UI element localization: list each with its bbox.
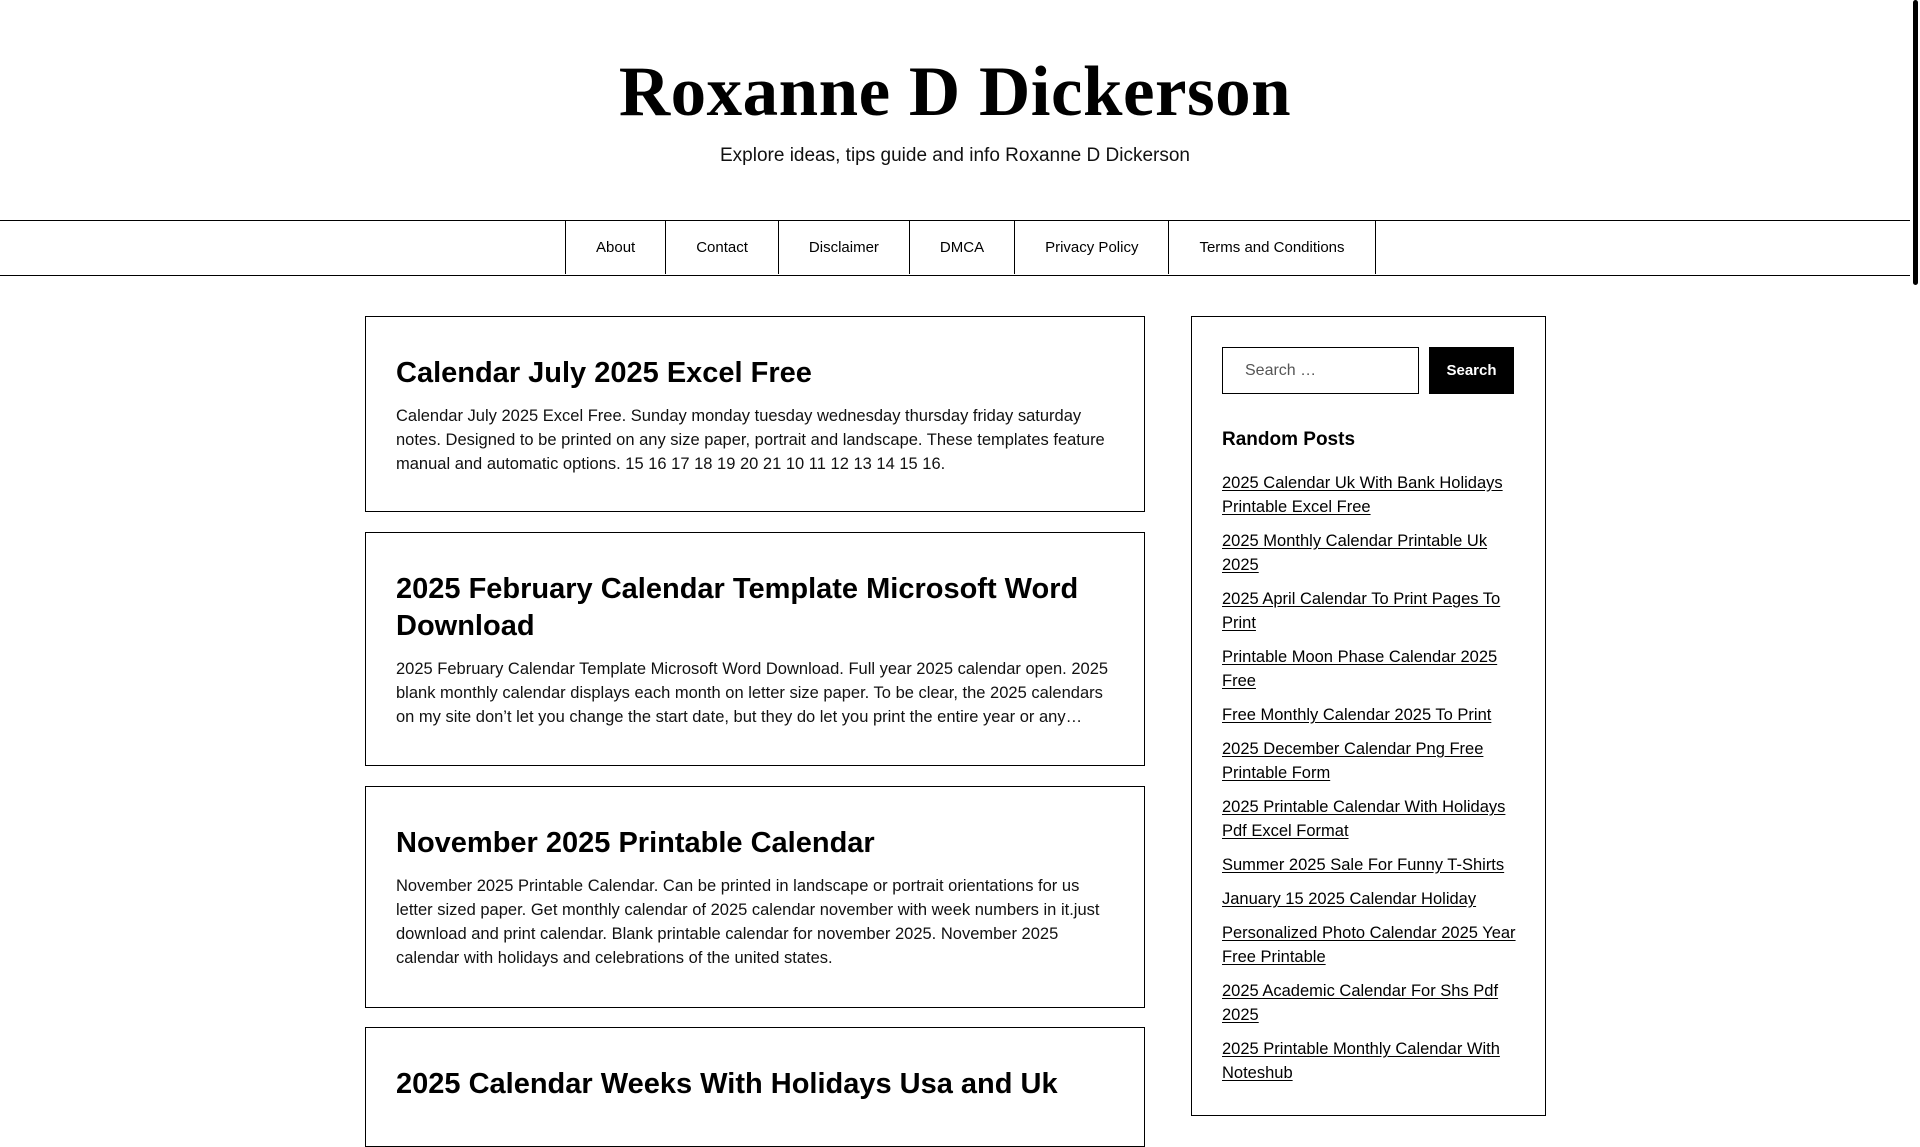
random-post-link[interactable]: 2025 Printable Calendar With Holidays Pdf Excel Format (1222, 798, 1506, 840)
nav-item-about[interactable]: About (566, 221, 666, 274)
main-navigation (0, 220, 1910, 276)
list-item (1222, 1037, 1517, 1085)
list-item (1222, 703, 1517, 727)
post-title[interactable]: Calendar July 2025 Excel Free (396, 357, 812, 389)
post-excerpt: 2025 February Calendar Template Microsoft Word Download. Full year 2025 calendar open. 2025 blank monthly calendar displays each month on letter size paper. To be clear, the 2025 calendars on my site don’t let you change the start date, but they do let you print the entire year or any… (396, 660, 1109, 726)
list-item (1222, 887, 1517, 911)
post-card (365, 532, 1145, 766)
list-item (1222, 587, 1517, 635)
nav-menu (565, 221, 1376, 274)
site-title[interactable]: Roxanne D Dickerson (618, 53, 1292, 131)
nav-item-disclaimer[interactable]: Disclaimer (779, 221, 910, 274)
random-posts-title: Random Posts (1222, 429, 1356, 450)
post-title[interactable]: 2025 February Calendar Template Microsoft Word Download (396, 573, 1079, 642)
search-input[interactable] (1222, 347, 1419, 394)
random-post-link[interactable]: Personalized Photo Calendar 2025 Year Free Printable (1222, 924, 1516, 966)
random-posts-list (1222, 471, 1517, 1095)
random-post-link[interactable]: Free Monthly Calendar 2025 To Print (1222, 706, 1492, 724)
list-item (1222, 979, 1517, 1027)
random-post-link[interactable]: 2025 Calendar Uk With Bank Holidays Printable Excel Free (1222, 474, 1503, 516)
list-item (1222, 853, 1517, 877)
scrollbar-thumb[interactable] (1913, 0, 1918, 285)
list-item (1222, 471, 1517, 519)
random-post-link[interactable]: Summer 2025 Sale For Funny T-Shirts (1222, 856, 1505, 874)
site-tagline: Explore ideas, tips guide and info Roxanne D Dickerson (720, 145, 1190, 166)
post-title[interactable]: 2025 Calendar Weeks With Holidays Usa and Uk (396, 1068, 1058, 1100)
random-post-link[interactable]: 2025 December Calendar Png Free Printable Form (1222, 740, 1484, 782)
nav-item-dmca[interactable]: DMCA (910, 221, 1015, 274)
random-post-link[interactable]: 2025 April Calendar To Print Pages To Print (1222, 590, 1501, 632)
post-title[interactable]: November 2025 Printable Calendar (396, 827, 875, 859)
nav-item-privacy-policy[interactable]: Privacy Policy (1015, 221, 1169, 274)
post-excerpt: Calendar July 2025 Excel Free. Sunday monday tuesday wednesday thursday friday saturday notes. Designed to be printed on any size paper, portrait and landscape. These templates feature manual and automatic options. 15 16 17 18 19 20 21 10 11 12 13 14 15 16. (396, 407, 1105, 473)
search-form (1222, 347, 1514, 394)
post-card (365, 1027, 1145, 1147)
nav-item-terms-and-conditions[interactable]: Terms and Conditions (1169, 221, 1375, 274)
list-item (1222, 795, 1517, 843)
post-card (365, 786, 1145, 1008)
page-scrollbar[interactable] (1910, 0, 1920, 1080)
random-post-link[interactable]: 2025 Monthly Calendar Printable Uk 2025 (1222, 532, 1488, 574)
list-item (1222, 529, 1517, 577)
post-card (365, 316, 1145, 512)
site-header (0, 0, 1910, 220)
nav-item-contact[interactable]: Contact (666, 221, 779, 274)
random-post-link[interactable]: 2025 Printable Monthly Calendar With Noteshub (1222, 1040, 1500, 1082)
list-item (1222, 921, 1517, 969)
sidebar (1191, 316, 1546, 1116)
random-post-link[interactable]: Printable Moon Phase Calendar 2025 Free (1222, 648, 1498, 690)
list-item (1222, 737, 1517, 785)
list-item (1222, 645, 1517, 693)
random-post-link[interactable]: January 15 2025 Calendar Holiday (1222, 890, 1477, 908)
search-button[interactable]: Search (1429, 347, 1514, 394)
post-excerpt: November 2025 Printable Calendar. Can be printed in landscape or portrait orientations for us letter sized paper. Get monthly calendar of 2025 calendar november with week numbers in it.just download and print calendar. Blank printable calendar for november 2025. November 2025 calendar with holidays and celebrations of the united states. (396, 877, 1100, 967)
random-post-link[interactable]: 2025 Academic Calendar For Shs Pdf 2025 (1222, 982, 1499, 1024)
